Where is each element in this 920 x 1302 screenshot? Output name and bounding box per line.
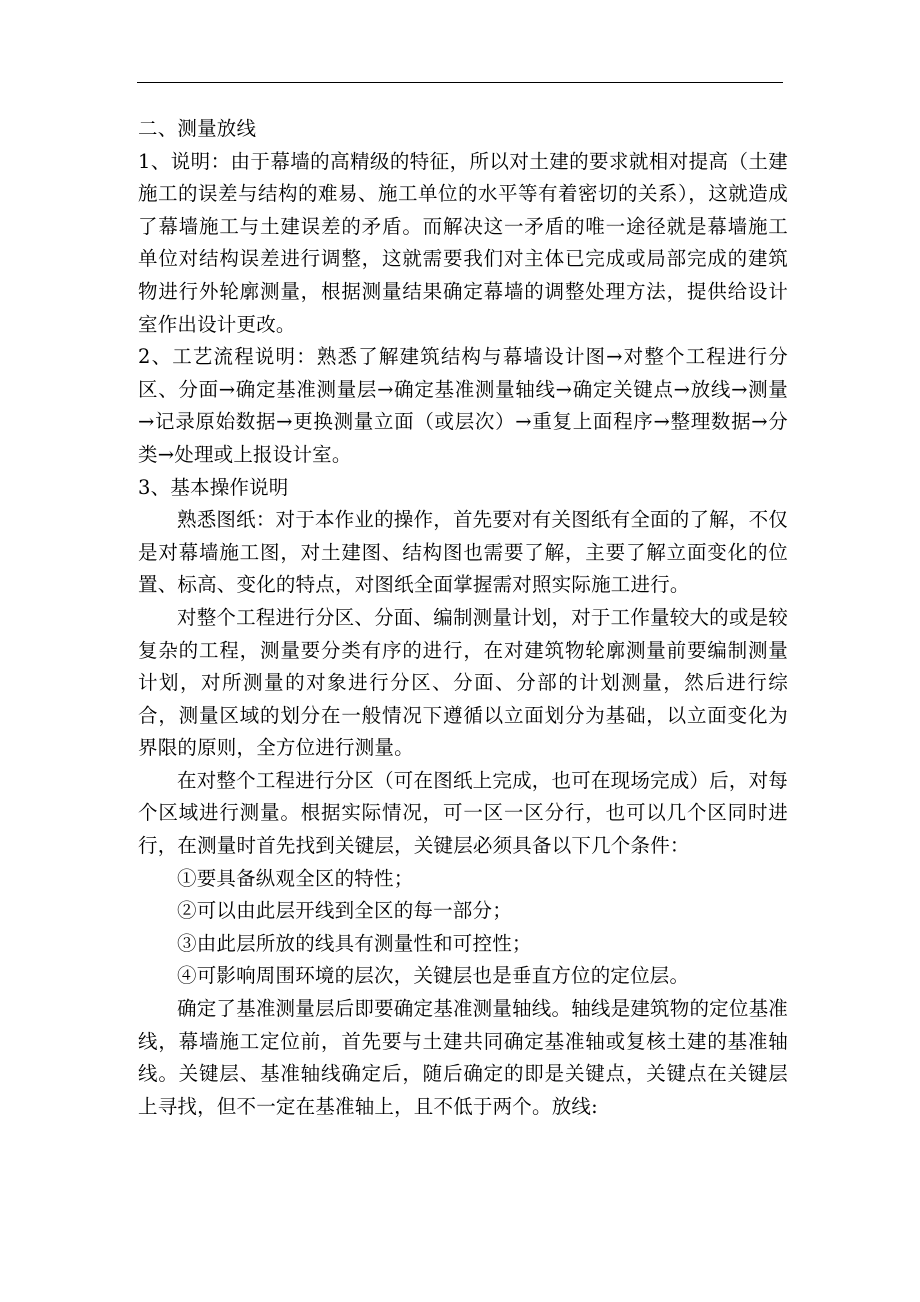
paragraph-axis: 确定了基准测量层后即要确定基准测量轴线。轴线是建筑物的定位基准线，幕墙施工定位前，首先要与土建共同确定基准轴或复核土建的基准轴线。关键层、基准轴线确定后，随后确定的即是关键点，关键点在关键层上寻找，但不一定在基准轴上，且不低于两个。放线: [138, 997, 788, 1118]
section-heading: 二、测量放线 [138, 117, 257, 140]
section-2-process-flow: 2、工艺流程说明：熟悉了解建筑结构与幕墙设计图→对整个工程进行分区、分面→确定基准测量层→确定基准测量轴线→确定关键点→放线→测量→记录原始数据→更换测量立面（或层次）→重复上面程序→整理数据→分类→处理或上报设计室。 [138, 345, 788, 466]
condition-item: ③由此层所放的线具有测量性和可控性； [177, 931, 532, 955]
document-body [138, 113, 788, 1123]
section-1-description: 1、说明：由于幕墙的高精级的特征，所以对土建的要求就相对提高（土建施工的误差与结构的难易、施工单位的水平等有着密切的关系），这就造成了幕墙施工与土建误差的矛盾。而解决这一矛盾的唯一途径就是幕墙施工单位对结构误差进行调整，这就需要我们对主体已完成或局部完成的建筑物进行外轮廓测量，根据测量结果确定幕墙的调整处理方法，提供给设计室作出设计更改。 [138, 149, 788, 336]
header-rule [137, 82, 783, 83]
paragraph-drawings: 熟悉图纸：对于本作业的操作，首先要对有关图纸有全面的了解，不仅是对幕墙施工图，对土建图、结构图也需要了解，主要了解立面变化的位置、标高、变化的特点，对图纸全面掌握需对照实际施工进行。 [138, 508, 788, 597]
condition-item: ②可以由此层开线到全区的每一部分； [177, 899, 512, 923]
condition-item: ④可影响周围环境的层次，关键层也是垂直方位的定位层。 [177, 964, 690, 988]
paragraph-zoning: 对整个工程进行分区、分面、编制测量计划，对于工作量较大的或是较复杂的工程，测量要分类有序的进行，在对建筑物轮廓测量前要编制测量计划，对所测量的对象进行分区、分面、分部的计划测量，然后进行综合，测量区域的划分在一般情况下遵循以立面划分为基础，以立面变化为界限的原则，全方位进行测量。 [138, 605, 788, 760]
section-3-heading: 3、基本操作说明 [138, 475, 289, 499]
paragraph-key-layer: 在对整个工程进行分区（可在图纸上完成，也可在现场完成）后，对每个区域进行测量。根据实际情况，可一区一区分行，也可以几个区同时进行，在测量时首先找到关键层，关键层必须具备以下几个条件： [138, 768, 788, 858]
condition-item: ①要具备纵观全区的特性； [177, 866, 414, 890]
